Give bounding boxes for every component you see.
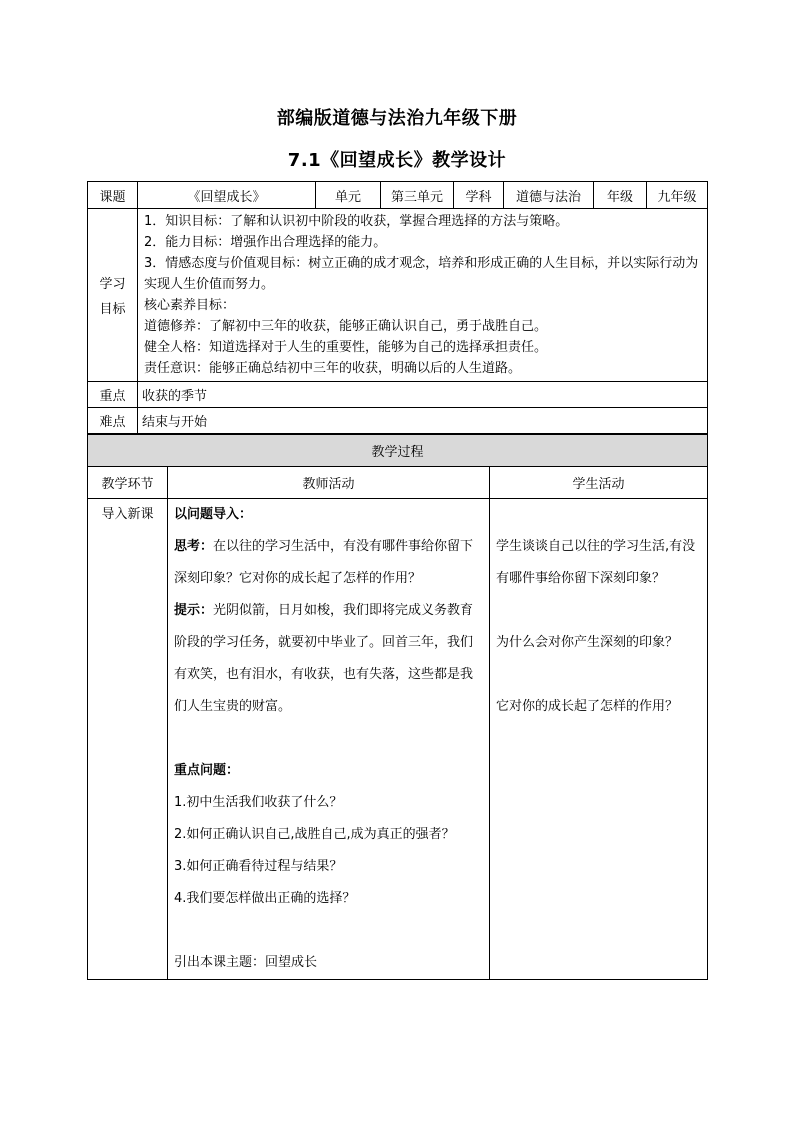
objectives-label xyxy=(88,209,138,382)
unit-value: 第三单元 xyxy=(381,182,454,209)
lead-topic-text: 引出本课主题：回望成长 xyxy=(174,955,318,970)
spacer xyxy=(496,659,701,691)
objective-knowledge: 1．知识目标：了解和认识初中阶段的收获，掌握合理选择的方法与策略。 xyxy=(144,214,569,229)
process-section-title: 教学过程 xyxy=(88,435,708,467)
col-teacher-header: 教师活动 xyxy=(168,467,490,499)
teacher-activity xyxy=(168,499,490,980)
col-stage-header: 教学环节 xyxy=(88,467,168,499)
question-3: 3.如何正确看待过程与结果？ xyxy=(174,859,343,874)
think-text: 在以往的学习生活中，有没有哪件事给你留下深刻印象？它对你的成长起了怎样的作用？ xyxy=(174,539,474,586)
subject-label: 学科 xyxy=(454,182,504,209)
objectives-content xyxy=(138,209,708,382)
question-2: 2.如何正确认识自己,战胜自己,成为真正的强者？ xyxy=(174,827,455,842)
think-paragraph xyxy=(174,531,483,595)
objective-personality: 健全人格：知道选择对于人生的重要性，能够为自己的选择承担责任。 xyxy=(144,340,548,355)
spacer xyxy=(496,505,701,531)
objective-attitude: 3．情感态度与价值观目标：树立正确的成才观念，培养和形成正确的人生目标，并以实际行动为实现人生价值而努力。 xyxy=(144,256,699,292)
objective-morality: 道德修养：了解初中三年的收获，能够正确认识自己，勇于战胜自己。 xyxy=(144,319,548,334)
difficult-point-value: 结束与开始 xyxy=(138,408,708,434)
hint-text: 光阴似箭，日月如梭，我们即将完成义务教育阶段的学习任务，就要初中毕业了。回首三年，我们有欢笑，也有泪水，有收获，也有失落，这些都是我们人生宝贵的财富。 xyxy=(174,603,474,714)
difficult-point-label: 难点 xyxy=(88,408,138,434)
intro-heading: 以问题导入： xyxy=(174,507,253,522)
info-table xyxy=(87,181,708,434)
key-point-label: 重点 xyxy=(88,382,138,408)
lesson-title: 7.1《回望成长》教学设计 xyxy=(287,150,507,171)
document-title: 部编版道德与法治九年级下册 xyxy=(276,108,518,129)
grade-label: 年级 xyxy=(594,182,647,209)
spacer xyxy=(174,915,483,947)
objective-core-heading: 核心素养目标： xyxy=(144,298,236,313)
objectives-label-line1: 学习 xyxy=(99,277,126,292)
student-activity xyxy=(490,499,708,980)
think-label: 思考： xyxy=(174,539,214,554)
question-4: 4.我们要怎样做出正确的选择？ xyxy=(174,891,356,906)
student-line-1: 学生谈谈自己以往的学习生活,有没有哪件事给你留下深刻印象？ xyxy=(496,539,696,586)
objectives-label-line2: 目标 xyxy=(99,302,126,317)
spacer xyxy=(174,723,483,755)
objective-responsibility: 责任意识：能够正确总结初中三年的收获，明确以后的人生道路。 xyxy=(144,361,522,376)
stage-name xyxy=(88,499,168,980)
student-line-2: 为什么会对你产生深刻的印象？ xyxy=(496,635,679,650)
process-table xyxy=(87,434,708,980)
student-line-3: 它对你的成长起了怎样的作用？ xyxy=(496,699,679,714)
grade-value: 九年级 xyxy=(647,182,708,209)
subject-value: 道德与法治 xyxy=(504,182,594,209)
col-student-header: 学生活动 xyxy=(490,467,708,499)
key-questions-heading: 重点问题： xyxy=(174,763,240,778)
key-point-value: 收获的季节 xyxy=(138,382,708,408)
unit-label: 单元 xyxy=(316,182,381,209)
stage-name-text: 导入新课 xyxy=(101,507,154,522)
spacer xyxy=(496,595,701,627)
question-1: 1.初中生活我们收获了什么？ xyxy=(174,795,343,810)
objective-ability: 2．能力目标：增强作出合理选择的能力。 xyxy=(144,235,387,250)
hint-label: 提示： xyxy=(174,603,214,618)
topic-label: 课题 xyxy=(88,182,138,209)
topic-value: 《回望成长》 xyxy=(138,182,316,209)
hint-paragraph xyxy=(174,595,483,723)
